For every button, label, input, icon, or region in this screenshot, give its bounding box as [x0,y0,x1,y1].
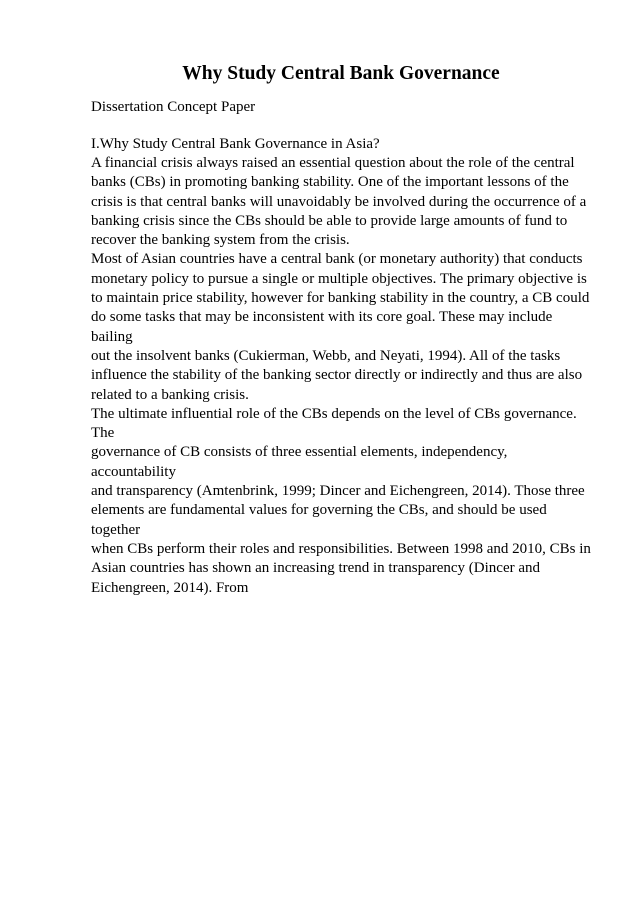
paragraph-crisis-role: A financial crisis always raised an essential question about the role of the central banks (CBs) in promoting banking stability. One of the important lessons of the crisis is that central banks will unavoidably be involved during the occurrence of a banking crisis since the CBs should be able to provide large amounts of fund to recover the banking system from the crisis. [91,155,587,249]
document-subtitle: Dissertation Concept Paper [91,99,256,115]
paragraph-governance: The ultimate influential role of the CBs depends on the level of CBs governance. The governance of CB consists of three essential elements, independency, accountability and transparency (Amtenbrink, 1999; Dincer and Eichengreen, 2014). Those three elements are fundamental values for governing the CBs, and should be used together when CBs perform their roles and responsibilities. Between 1998 and 2010, CBs in Asian countries has shown an increasing trend in transparency (Dincer and Eichengreen, 2014). From [91,405,591,596]
document-title: Why Study Central Bank Governance [182,63,500,84]
paragraph-asian-central-banks: Most of Asian countries have a central bank (or monetary authority) that conducts monetary policy to pursue a single or multiple objectives. The primary objective is to maintain price stability, however for banking stability in the country, a CB could do some tasks that may be inconsistent with its core goal. These may include bailing out the insolvent banks (Cukierman, Webb, and Neyati, 1994). All of the tasks influence the stability of the banking sector directly or indirectly and thus are also related to a banking crisis. [91,251,590,403]
document-body [91,62,591,598]
section-heading: I.Why Study Central Bank Governance in Asia? [91,136,380,152]
